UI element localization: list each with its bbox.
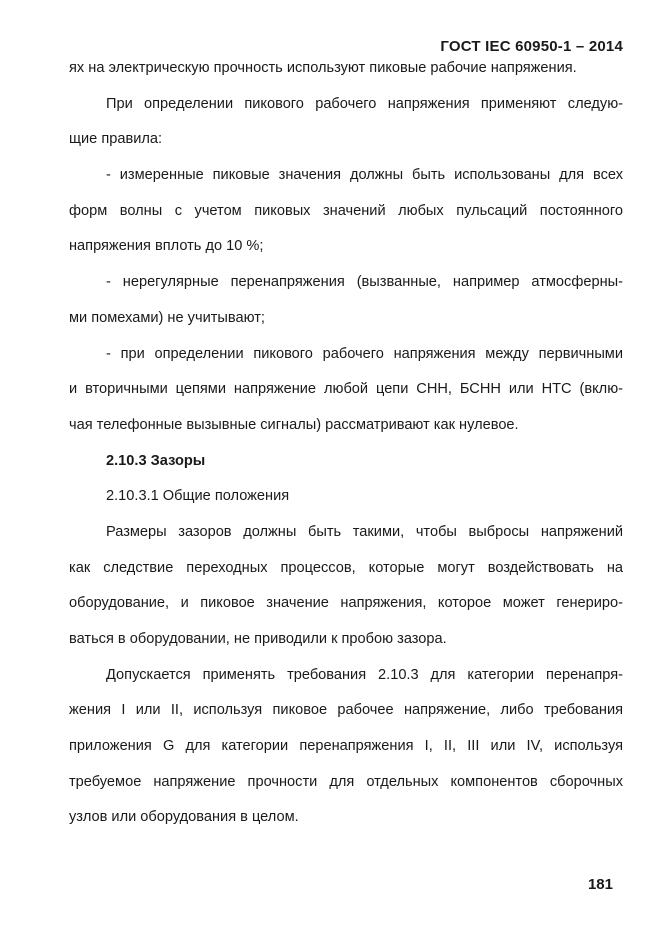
text-line: ваться в оборудовании, не приводили к пробою зазора. — [69, 631, 447, 647]
text-line: - измеренные пиковые значения должны быть использованы для всех — [106, 167, 623, 184]
document-header: ГОСТ IEC 60950-1 – 2014 — [440, 38, 623, 55]
section-heading: 2.10.3 Зазоры — [106, 452, 206, 469]
text-line: чая телефонные вызывные сигналы) рассматривают как нулевое. — [69, 416, 519, 433]
text-line: щие правила: — [69, 131, 163, 148]
text-line: - нерегулярные перенапряжения (вызванные, например атмосферны- — [106, 274, 623, 291]
text-line: узлов или оборудования в целом. — [69, 809, 299, 826]
text-line: ях на электрическую прочность используют пиковые рабочие напряжения. — [69, 60, 577, 76]
text-line: оборудование, и пиковое значение напряжения, которое может генериро- — [69, 595, 623, 612]
subsection-heading: 2.10.3.1 Общие положения — [106, 488, 290, 505]
text-line: и вторичными цепями напряжение любой цепи СНН, БСНН или НТС (вклю- — [69, 381, 623, 398]
document-body — [69, 57, 623, 842]
text-line: напряжения вплоть до 10 %; — [69, 238, 264, 255]
text-line: ми помехами) не учитывают; — [69, 309, 265, 326]
text-line: как следствие переходных процессов, которые могут воздействовать на — [69, 559, 623, 576]
text-line: требуемое напряжение прочности для отдельных компонентов сборочных — [69, 773, 623, 790]
text-line: форм волны с учетом пиковых значений любых пульсаций постоянного — [69, 202, 623, 219]
text-line: приложения G для категории перенапряжения I, II, III или IV, используя — [69, 738, 623, 755]
text-line: - при определении пикового рабочего напряжения между первичными — [106, 345, 623, 362]
text-line: Допускается применять требования 2.10.3 для категории перенапря- — [106, 666, 623, 683]
page-number: 181 — [587, 876, 613, 893]
text-line: Размеры зазоров должны быть такими, чтобы выбросы напряжений — [106, 523, 623, 540]
text-line: жения I или II, используя пиковое рабочее напряжение, либо требования — [69, 702, 623, 719]
text-line: При определении пикового рабочего напряжения применяют следую- — [106, 95, 623, 112]
